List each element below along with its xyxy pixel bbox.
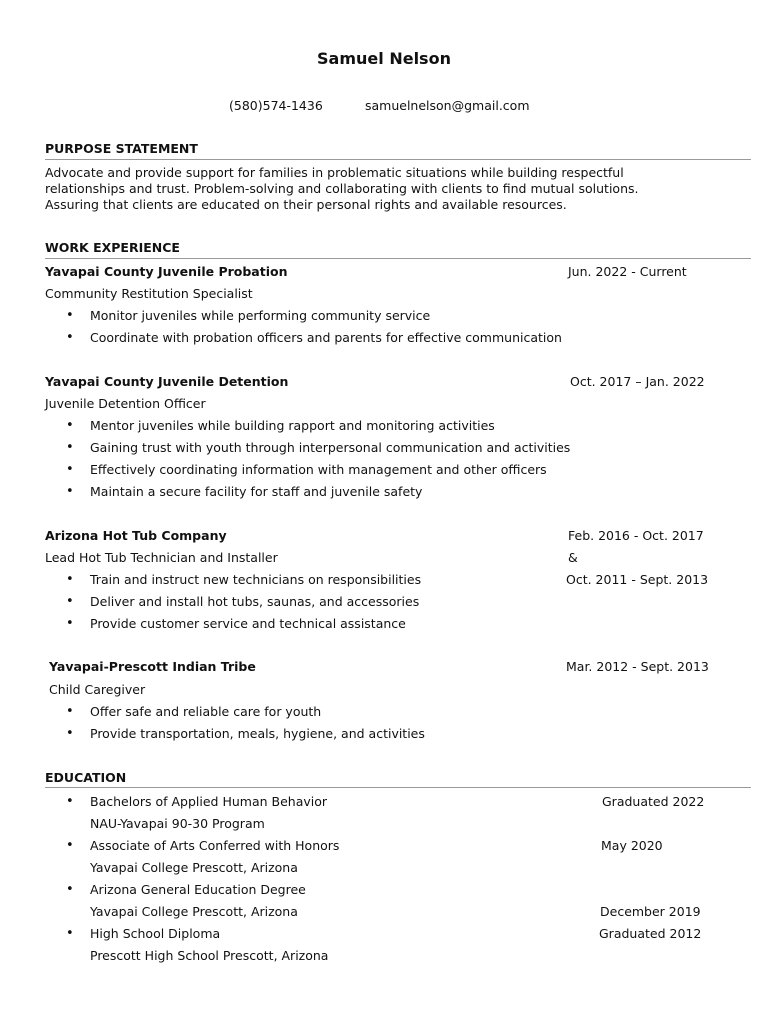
job-bullet: Provide customer service and technical assistance	[90, 616, 406, 631]
section-divider	[45, 787, 751, 788]
job-role: Juvenile Detention Officer	[45, 396, 206, 411]
purpose-line: relationships and trust. Problem-solving and collaborating with clients to find mutual solutions.	[45, 181, 639, 196]
job-bullet: Offer safe and reliable care for youth	[90, 704, 322, 719]
education-date: May 2020	[601, 838, 663, 853]
section-divider	[45, 258, 751, 259]
bullet-icon: •	[66, 882, 74, 897]
job-bullet: Effectively coordinating information with management and other officers	[90, 462, 547, 477]
bullet-icon: •	[66, 330, 74, 345]
purpose-line: Assuring that clients are educated on their personal rights and available resources.	[45, 197, 567, 212]
job-bullet: Gaining trust with youth through interpersonal communication and activities	[90, 440, 571, 455]
job-dates-separator: &	[568, 550, 578, 565]
bullet-icon: •	[66, 726, 74, 741]
email-address: samuelnelson@gmail.com	[365, 98, 530, 113]
job-employer: Yavapai County Juvenile Detention	[45, 374, 289, 389]
purpose-line: Advocate and provide support for families in problematic situations while building respectful	[45, 165, 624, 180]
job-role: Lead Hot Tub Technician and Installer	[45, 550, 278, 565]
candidate-name: Samuel Nelson	[317, 49, 451, 68]
section-title-education: EDUCATION	[45, 770, 127, 785]
job-role: Child Caregiver	[49, 682, 146, 697]
education-degree: Associate of Arts Conferred with Honors	[90, 838, 340, 853]
job-dates: Jun. 2022 - Current	[568, 264, 687, 279]
job-bullet: Provide transportation, meals, hygiene, and activities	[90, 726, 425, 741]
section-divider	[45, 159, 751, 160]
job-bullet: Mentor juveniles while building rapport and monitoring activities	[90, 418, 495, 433]
bullet-icon: •	[66, 838, 74, 853]
education-school: NAU-Yavapai 90-30 Program	[90, 816, 265, 831]
bullet-icon: •	[66, 418, 74, 433]
bullet-icon: •	[66, 572, 74, 587]
education-school: Prescott High School Prescott, Arizona	[90, 948, 329, 963]
job-bullet: Monitor juveniles while performing community service	[90, 308, 431, 323]
bullet-icon: •	[66, 616, 74, 631]
job-dates: Oct. 2017 – Jan. 2022	[570, 374, 705, 389]
bullet-icon: •	[66, 704, 74, 719]
education-degree: High School Diploma	[90, 926, 221, 941]
job-bullet: Train and instruct new technicians on responsibilities	[90, 572, 422, 587]
job-bullet: Deliver and install hot tubs, saunas, and accessories	[90, 594, 420, 609]
bullet-icon: •	[66, 926, 74, 941]
education-degree: Arizona General Education Degree	[90, 882, 306, 897]
education-degree: Bachelors of Applied Human Behavior	[90, 794, 328, 809]
section-title-work: WORK EXPERIENCE	[45, 240, 180, 255]
education-school: Yavapai College Prescott, Arizona	[90, 860, 298, 875]
education-school: Yavapai College Prescott, Arizona	[90, 904, 298, 919]
job-dates: Feb. 2016 - Oct. 2017	[568, 528, 704, 543]
job-role: Community Restitution Specialist	[45, 286, 253, 301]
bullet-icon: •	[66, 440, 74, 455]
job-bullet: Maintain a secure facility for staff and juvenile safety	[90, 484, 423, 499]
education-date: December 2019	[600, 904, 701, 919]
bullet-icon: •	[66, 794, 74, 809]
job-dates: Mar. 2012 - Sept. 2013	[566, 659, 709, 674]
job-employer: Yavapai-Prescott Indian Tribe	[49, 659, 256, 674]
bullet-icon: •	[66, 462, 74, 477]
phone-number: (580)574-1436	[229, 98, 323, 113]
job-dates-secondary: Oct. 2011 - Sept. 2013	[566, 572, 709, 587]
bullet-icon: •	[66, 308, 74, 323]
job-bullet: Coordinate with probation officers and parents for effective communication	[90, 330, 562, 345]
job-employer: Yavapai County Juvenile Probation	[45, 264, 288, 279]
education-date: Graduated 2012	[599, 926, 702, 941]
education-date: Graduated 2022	[602, 794, 705, 809]
section-title-purpose: PURPOSE STATEMENT	[45, 141, 198, 156]
bullet-icon: •	[66, 484, 74, 499]
job-employer: Arizona Hot Tub Company	[45, 528, 227, 543]
bullet-icon: •	[66, 594, 74, 609]
